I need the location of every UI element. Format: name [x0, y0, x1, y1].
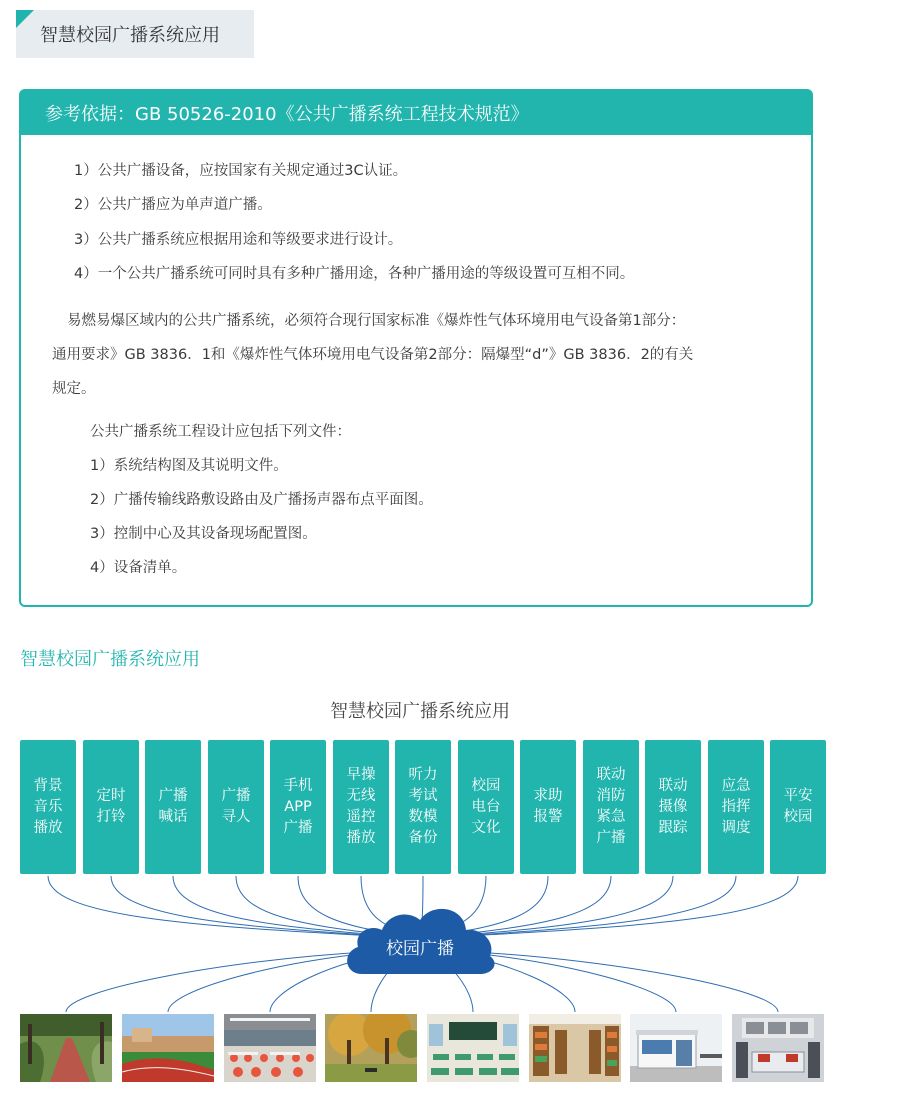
control-room-photo — [732, 1014, 824, 1082]
section-title: 智慧校园广播系统应用 — [20, 649, 200, 670]
category-box-10: 联动 消防 紧急 广播 — [583, 740, 639, 874]
reference-item-4: 4）一个公共广播系统可同时具有多种广播用途，各种广播用途的等级设置可互相不同。 — [74, 266, 635, 282]
connector-down-1 — [66, 952, 367, 1012]
reference-item-2: 2）公共广播应为单声道广播。 — [74, 197, 272, 213]
docs-item-4: 4）设备清单。 — [90, 560, 187, 576]
reference-item-1: 1）公共广播设备，应按国家有关规定通过3C认证。 — [74, 163, 408, 179]
diagram-title: 智慧校园广播系统应用 — [330, 701, 510, 722]
header-tab-title: 智慧校园广播系统应用 — [40, 25, 220, 46]
docs-item-3: 3）控制中心及其设备现场配置图。 — [90, 526, 317, 542]
reference-item-3: 3）公共广播系统应根据用途和等级要求进行设计。 — [74, 232, 403, 248]
category-box-4: 广播 寻人 — [208, 740, 264, 874]
library-photo — [529, 1014, 621, 1082]
docs-item-1: 1）系统结构图及其说明文件。 — [90, 458, 288, 474]
category-box-8: 校园 电台 文化 — [458, 740, 514, 874]
cloud-label: 校园广播 — [386, 939, 454, 959]
campus-road-photo — [20, 1014, 112, 1082]
category-box-13: 平安 校园 — [770, 740, 826, 874]
cafeteria-photo — [224, 1014, 316, 1082]
paragraph-line-3: 规定。 — [52, 381, 96, 397]
sports-field-photo — [122, 1014, 214, 1082]
classroom-photo — [427, 1014, 519, 1082]
category-box-9: 求助 报警 — [520, 740, 576, 874]
category-box-11: 联动 摄像 跟踪 — [645, 740, 701, 874]
campus-garden-photo — [325, 1014, 417, 1082]
category-box-1: 背景 音乐 播放 — [20, 740, 76, 874]
category-box-12: 应急 指挥 调度 — [708, 740, 764, 874]
docs-item-2: 2）广播传输线路敷设路由及广播扬声器布点平面图。 — [90, 492, 433, 508]
guard-booth-photo — [630, 1014, 722, 1082]
category-box-2: 定时 打铃 — [83, 740, 139, 874]
category-box-3: 广播 喊话 — [145, 740, 201, 874]
category-box-5: 手机 APP 广播 — [270, 740, 326, 874]
docs-intro: 公共广播系统工程设计应包括下列文件： — [90, 424, 351, 440]
connector-down-8 — [474, 952, 778, 1012]
paragraph-line-1: 易燃易爆区域内的公共广播系统，必须符合现行国家标准《爆炸性气体环境用电气设备第1部分： — [67, 313, 686, 329]
category-box-7: 听力 考试 数模 备份 — [395, 740, 451, 874]
reference-heading: 参考依据：GB 50526-2010《公共广播系统工程技术规范》 — [21, 91, 811, 135]
paragraph-line-2: 通用要求》GB 3836．1和《爆炸性气体环境用电气设备第2部分：隔爆型“d”》GB 3836．2的有关 — [52, 347, 694, 363]
category-box-6: 早操 无线 遥控 播放 — [333, 740, 389, 874]
